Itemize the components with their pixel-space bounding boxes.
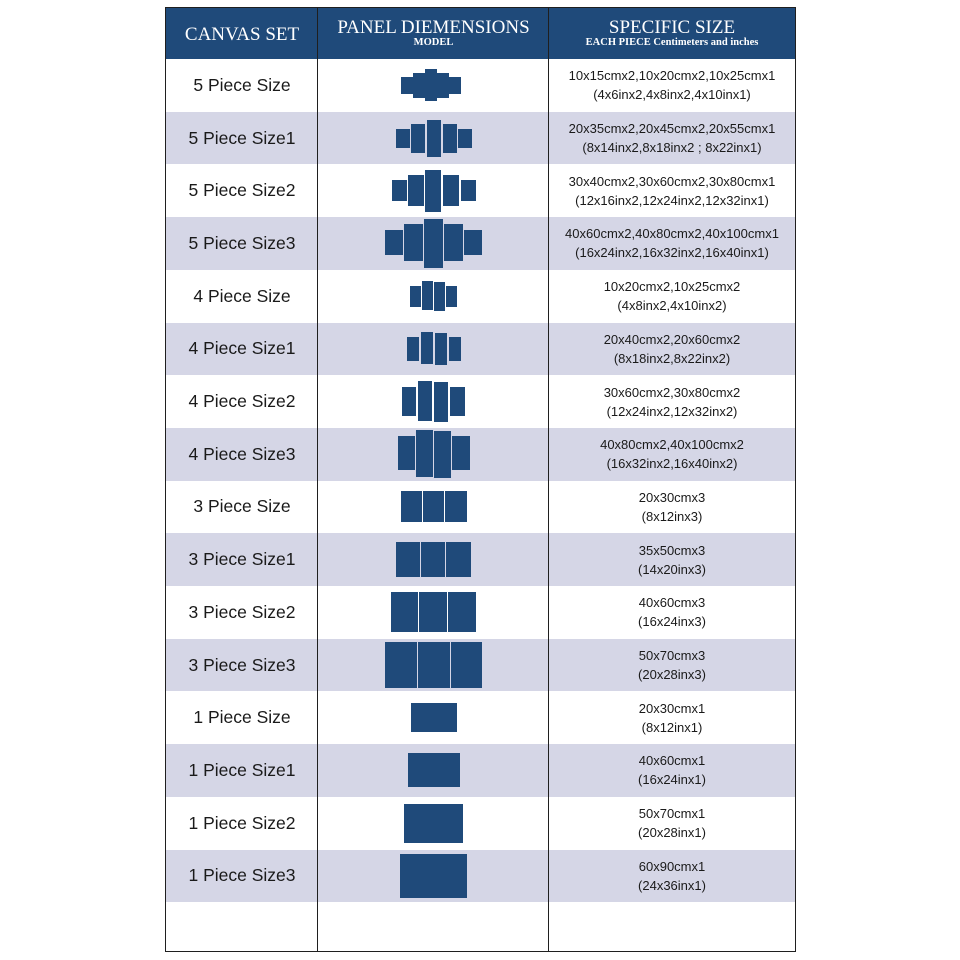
panel-model-cell: [318, 533, 549, 586]
canvas-panel: [402, 387, 416, 416]
canvas-set-name: 3 Piece Size3: [188, 654, 296, 675]
size-centimeters: 40x80cmx2,40x100cmx2: [600, 437, 744, 453]
canvas-panel: [408, 175, 424, 206]
table-row: [166, 59, 795, 112]
size-centimeters: 10x20cmx2,10x25cmx2: [603, 279, 741, 295]
canvas-panel: [435, 333, 447, 365]
canvas-panel: [427, 120, 441, 157]
canvas-panel: [421, 542, 445, 577]
canvas-panel: [448, 592, 476, 632]
canvas-panel: [434, 382, 448, 422]
size-inches: (8x14inx2,8x18inx2 ; 8x22inx1): [582, 140, 762, 156]
panel-layout-diagram: [404, 804, 463, 843]
canvas-panel: [434, 282, 445, 311]
table-row: [166, 375, 795, 428]
canvas-panel: [396, 129, 410, 148]
panel-layout-diagram: [392, 170, 476, 212]
panel-layout-diagram: [398, 430, 470, 478]
canvas-panel: [400, 854, 467, 898]
canvas-panel: [446, 542, 471, 577]
size-centimeters: 20x30cmx3: [638, 489, 706, 505]
canvas-panel: [422, 281, 433, 310]
table-row: [166, 639, 795, 692]
size-centimeters: 10x15cmx2,10x20cmx2,10x25cmx1: [568, 68, 776, 84]
canvas-set-name: 1 Piece Size2: [188, 812, 296, 833]
canvas-set-name: 3 Piece Size1: [188, 549, 296, 570]
specific-size-cell: [549, 217, 795, 270]
canvas-panel: [385, 642, 417, 688]
size-centimeters: 30x60cmx2,30x80cmx2: [603, 384, 741, 400]
panel-layout-diagram: [407, 331, 461, 367]
canvas-panel: [458, 129, 472, 148]
size-centimeters: 30x40cmx2,30x60cmx2,30x80cmx1: [568, 173, 776, 189]
panel-layout-diagram: [396, 542, 471, 577]
panel-model-cell: [318, 217, 549, 270]
header-canvas-set: CANVAS SET: [184, 24, 300, 45]
panel-model-cell: [318, 164, 549, 217]
canvas-panel: [404, 224, 423, 261]
specific-size-cell: [549, 533, 795, 586]
panel-layout-diagram: [396, 120, 472, 157]
specific-size-cell: [549, 639, 795, 692]
table-row: [166, 691, 795, 744]
canvas-set-name: 1 Piece Size3: [188, 865, 296, 886]
canvas-set-name: 1 Piece Size1: [188, 759, 296, 780]
canvas-set-name: 4 Piece Size1: [188, 338, 296, 359]
table-row: [166, 797, 795, 850]
specific-size-cell: [549, 59, 795, 112]
canvas-panel: [443, 175, 459, 206]
size-centimeters: 40x60cmx1: [638, 753, 706, 769]
panel-layout-diagram: [411, 703, 457, 732]
canvas-set-name: 5 Piece Size1: [188, 127, 296, 148]
size-centimeters: 20x40cmx2,20x60cmx2: [603, 331, 741, 347]
column-divider: [548, 8, 549, 951]
size-inches: (14x20inx3): [638, 561, 706, 577]
size-centimeters: 40x60cmx2,40x80cmx2,40x100cmx1: [565, 226, 779, 242]
canvas-panel: [464, 230, 482, 255]
specific-size-cell: [549, 586, 795, 639]
canvas-panel: [434, 431, 451, 478]
canvas-panel: [452, 436, 470, 470]
panel-model-cell: [318, 270, 549, 323]
panel-model-cell: [318, 323, 549, 376]
canvas-panel: [443, 124, 457, 153]
canvas-panel: [385, 230, 403, 255]
panel-model-cell: [318, 375, 549, 428]
table-row: [166, 744, 795, 797]
column-divider: [317, 8, 318, 951]
size-inches: (20x28inx1): [638, 825, 706, 841]
panel-layout-diagram: [401, 491, 467, 522]
size-inches: (16x24inx3): [638, 614, 706, 630]
specific-size-cell: [549, 164, 795, 217]
table-row: [166, 164, 795, 217]
canvas-panel: [451, 642, 482, 688]
canvas-panel: [424, 219, 443, 268]
canvas-panel: [398, 436, 415, 470]
canvas-panel: [401, 77, 413, 94]
specific-size-cell: [549, 481, 795, 534]
panel-model-cell: [318, 639, 549, 692]
canvas-set-name: 4 Piece Size2: [188, 391, 296, 412]
canvas-panel: [410, 286, 421, 307]
panel-layout-diagram: [385, 219, 482, 268]
panel-model-cell: [318, 428, 549, 481]
specific-size-cell: [549, 744, 795, 797]
canvas-panel: [418, 642, 450, 688]
table-row: [166, 323, 795, 376]
size-inches: (8x12inx3): [641, 508, 703, 524]
canvas-panel: [413, 73, 425, 98]
canvas-set-name: 1 Piece Size: [193, 707, 291, 728]
header-panel-dimensions: PANEL DIEMENSIONS MODEL: [337, 17, 530, 48]
table-row: [166, 217, 795, 270]
canvas-panel: [408, 753, 460, 787]
panel-model-cell: [318, 691, 549, 744]
panel-layout-diagram: [385, 642, 482, 688]
table-row: [166, 270, 795, 323]
size-inches: (20x28inx3): [638, 667, 706, 683]
specific-size-cell: [549, 797, 795, 850]
canvas-panel: [425, 69, 437, 101]
canvas-panel: [396, 542, 420, 577]
panel-model-cell: [318, 481, 549, 534]
canvas-panel: [450, 387, 465, 416]
canvas-panel: [446, 286, 457, 307]
canvas-set-name: 3 Piece Size: [193, 496, 291, 517]
size-centimeters: 50x70cmx3: [638, 648, 706, 664]
specific-size-cell: [549, 850, 795, 903]
size-centimeters: 35x50cmx3: [638, 542, 706, 558]
canvas-panel: [425, 170, 441, 212]
canvas-panel: [407, 337, 419, 361]
size-inches: (12x16inx2,12x24inx2,12x32inx1): [575, 192, 769, 208]
panel-model-cell: [318, 112, 549, 165]
size-inches: (16x24inx1): [638, 772, 706, 788]
header-specific-size: SPECIFIC SIZE EACH PIECE Centimeters and inches: [585, 17, 759, 48]
specific-size-cell: [549, 323, 795, 376]
size-inches: (4x8inx2,4x10inx2): [617, 298, 727, 314]
canvas-panel: [418, 381, 432, 421]
table-row: [166, 850, 795, 903]
table-row: [166, 586, 795, 639]
canvas-panel: [419, 592, 447, 632]
size-inches: (16x32inx2,16x40inx2): [606, 456, 738, 472]
canvas-panel: [411, 124, 425, 153]
size-centimeters: 20x30cmx1: [638, 700, 706, 716]
canvas-panel: [423, 491, 444, 522]
panel-model-cell: [318, 744, 549, 797]
table-row: [166, 112, 795, 165]
specific-size-cell: [549, 691, 795, 744]
size-inches: (24x36inx1): [638, 877, 706, 893]
panel-layout-diagram: [401, 69, 467, 101]
canvas-set-name: 4 Piece Size3: [188, 443, 296, 464]
panel-model-cell: [318, 59, 549, 112]
canvas-panel: [437, 73, 449, 98]
panel-layout-diagram: [391, 592, 476, 632]
size-inches: (12x24inx2,12x32inx2): [606, 403, 738, 419]
size-centimeters: 50x70cmx1: [638, 806, 706, 822]
size-centimeters: 20x35cmx2,20x45cmx2,20x55cmx1: [568, 121, 776, 137]
size-inches: (4x6inx2,4x8inx2,4x10inx1): [593, 87, 751, 103]
canvas-set-name: 3 Piece Size2: [188, 601, 296, 622]
canvas-panel: [411, 703, 457, 732]
canvas-panel: [416, 430, 433, 477]
panel-layout-diagram: [408, 753, 460, 787]
canvas-panel: [401, 491, 422, 522]
panel-model-cell: [318, 797, 549, 850]
table-row: [166, 428, 795, 481]
panel-layout-diagram: [402, 381, 465, 422]
size-chart: [165, 7, 796, 952]
canvas-set-name: 5 Piece Size: [193, 74, 291, 95]
canvas-panel: [449, 337, 461, 361]
canvas-panel: [404, 804, 463, 843]
size-inches: (16x24inx2,16x32inx2,16x40inx1): [575, 245, 769, 261]
specific-size-cell: [549, 375, 795, 428]
specific-size-cell: [549, 112, 795, 165]
table-row: [166, 481, 795, 534]
canvas-panel: [445, 491, 467, 522]
panel-layout-diagram: [400, 854, 467, 898]
size-centimeters: 40x60cmx3: [638, 595, 706, 611]
panel-layout-diagram: [410, 280, 458, 312]
panel-model-cell: [318, 850, 549, 903]
specific-size-cell: [549, 270, 795, 323]
canvas-set-name: 5 Piece Size3: [188, 232, 296, 253]
canvas-set-name: 5 Piece Size2: [188, 180, 296, 201]
canvas-panel: [449, 77, 461, 94]
canvas-panel: [461, 180, 476, 201]
size-centimeters: 60x90cmx1: [638, 858, 706, 874]
canvas-panel: [391, 592, 418, 632]
canvas-set-name: 4 Piece Size: [193, 285, 291, 306]
table-row: [166, 533, 795, 586]
size-inches: (8x18inx2,8x22inx2): [613, 350, 731, 366]
canvas-panel: [444, 224, 463, 261]
specific-size-cell: [549, 428, 795, 481]
panel-model-cell: [318, 586, 549, 639]
canvas-panel: [421, 332, 433, 364]
table-header: [166, 8, 795, 59]
size-inches: (8x12inx1): [641, 719, 703, 735]
canvas-panel: [392, 180, 407, 201]
